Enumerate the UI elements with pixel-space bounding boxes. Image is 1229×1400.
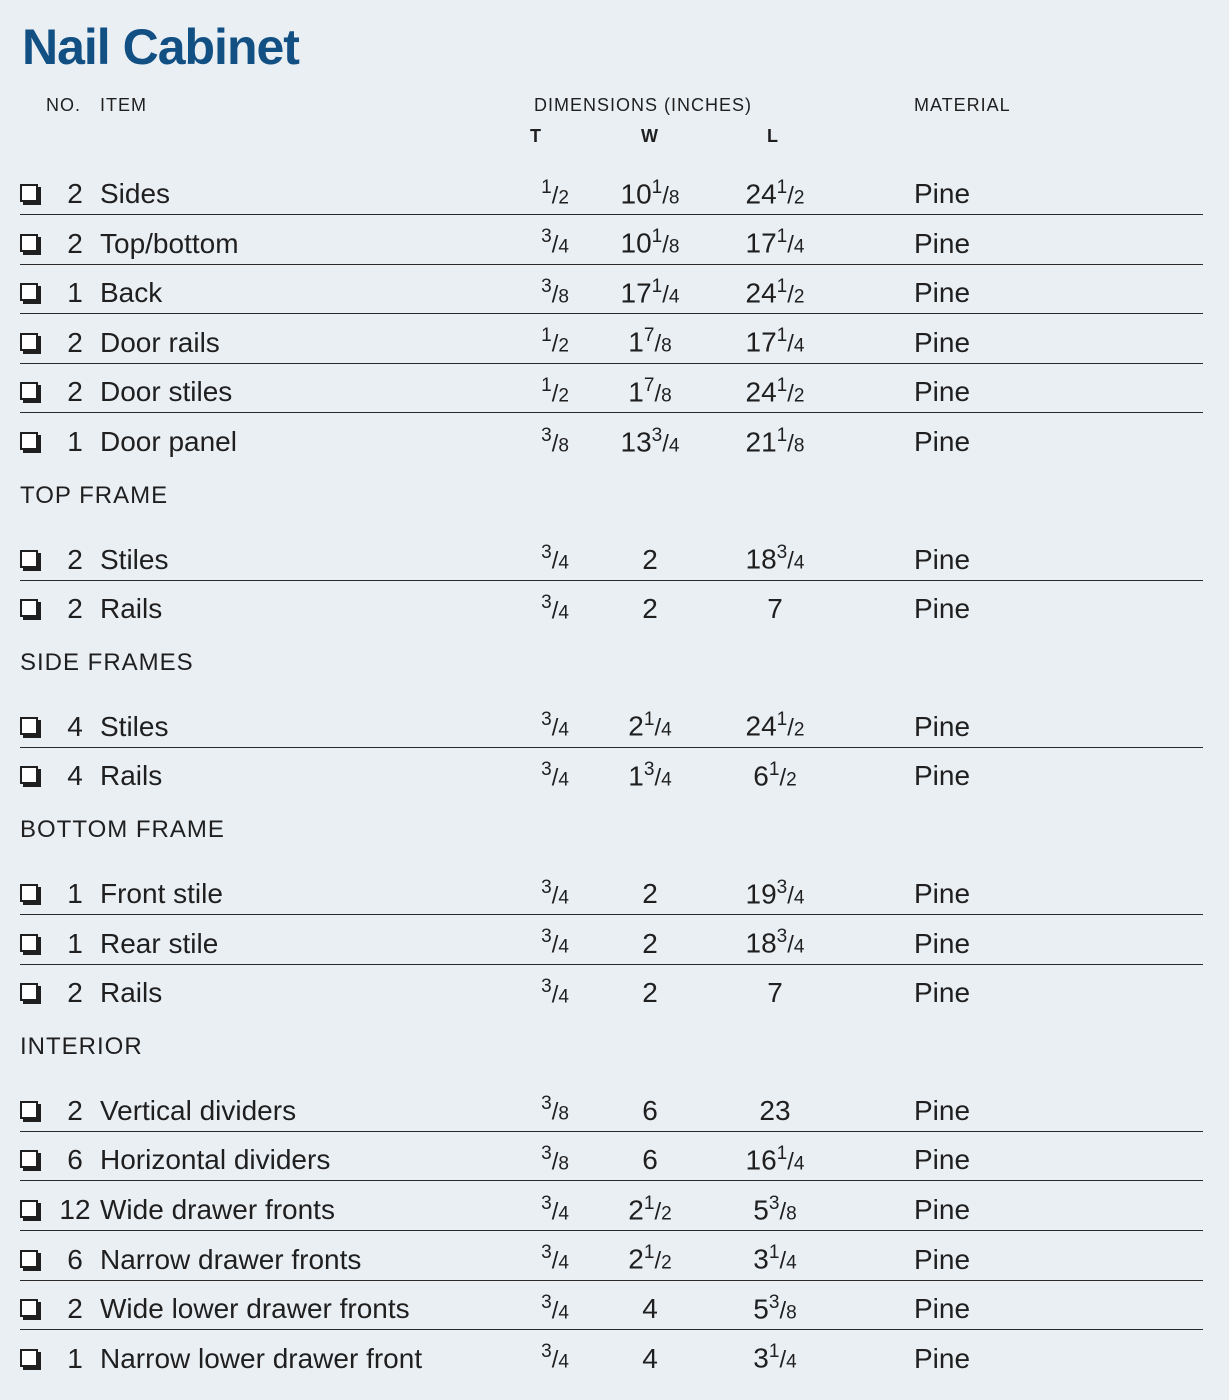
width-cell: $1^3/4$ bbox=[628, 758, 672, 792]
width-cell: 2 bbox=[642, 543, 658, 575]
length-cell: 23 bbox=[759, 1094, 791, 1126]
table-row bbox=[20, 697, 1203, 748]
item-cell: Door rails bbox=[100, 326, 220, 358]
width-cell: 2 bbox=[642, 977, 658, 1009]
material-cell: Pine bbox=[914, 1243, 971, 1275]
item-cell: Rails bbox=[100, 760, 163, 792]
width-cell: $13^3/4$ bbox=[620, 424, 680, 457]
thickness-cell: $^3$/4 bbox=[541, 926, 569, 959]
length-cell: $16^1/4$ bbox=[745, 1142, 805, 1176]
checkbox[interactable] bbox=[20, 766, 38, 784]
item-cell: Rails bbox=[100, 593, 163, 625]
thickness-cell: $^3$/4 bbox=[541, 1192, 569, 1225]
table-row bbox=[20, 579, 1203, 629]
header-no: NO. bbox=[46, 95, 82, 115]
material-cell: Pine bbox=[914, 1144, 971, 1176]
table-row bbox=[20, 412, 1203, 462]
quantity-cell: 1 bbox=[67, 426, 83, 457]
material-cell: Pine bbox=[914, 326, 971, 358]
quantity-cell: 2 bbox=[67, 326, 83, 358]
quantity-cell: 1 bbox=[67, 1342, 83, 1374]
header-item: ITEM bbox=[100, 95, 147, 115]
checkbox[interactable] bbox=[20, 884, 38, 902]
header-dimensions: DIMENSIONS (INCHES) bbox=[534, 95, 753, 115]
width-cell: 6 bbox=[642, 1094, 658, 1126]
header-thickness: T bbox=[530, 126, 542, 146]
thickness-cell: $^1$/2 bbox=[541, 374, 569, 408]
width-cell: $2^1/4$ bbox=[628, 709, 672, 742]
length-cell: $17^1/4$ bbox=[745, 226, 805, 259]
material-cell: Pine bbox=[914, 1342, 971, 1374]
checkbox[interactable] bbox=[20, 382, 38, 400]
item-cell: Wide drawer fronts bbox=[100, 1194, 335, 1225]
quantity-cell: 2 bbox=[67, 977, 83, 1009]
quantity-cell: 6 bbox=[67, 1243, 83, 1275]
checkbox[interactable] bbox=[20, 934, 38, 952]
width-cell: 2 bbox=[642, 927, 658, 959]
table-row bbox=[20, 914, 1203, 965]
thickness-cell: $^3$/4 bbox=[541, 1242, 569, 1275]
width-cell: $10^1/8$ bbox=[620, 176, 680, 209]
table-row bbox=[20, 362, 1203, 413]
table-row bbox=[20, 530, 1203, 581]
checkbox[interactable] bbox=[20, 717, 38, 735]
item-cell: Rails bbox=[100, 977, 163, 1009]
material-cell: Pine bbox=[914, 927, 971, 959]
item-cell: Wide lower drawer fronts bbox=[100, 1293, 410, 1325]
table-row bbox=[20, 1329, 1203, 1379]
header-length: L bbox=[767, 126, 779, 146]
quantity-cell: 2 bbox=[67, 376, 83, 408]
thickness-cell: $^3$/8 bbox=[541, 275, 569, 309]
checkbox[interactable] bbox=[20, 234, 38, 252]
quantity-cell: 6 bbox=[67, 1144, 83, 1176]
material-cell: Pine bbox=[914, 227, 971, 259]
material-cell: Pine bbox=[914, 277, 971, 309]
thickness-cell: $^1$/2 bbox=[541, 325, 569, 358]
thickness-cell: $^3$/4 bbox=[541, 542, 569, 575]
thickness-cell: $^3$/8 bbox=[541, 1142, 569, 1176]
checkbox[interactable] bbox=[20, 184, 38, 202]
quantity-cell: 4 bbox=[67, 760, 83, 792]
item-cell: Rear stile bbox=[100, 927, 219, 959]
thickness-cell: $^3$/4 bbox=[541, 876, 569, 909]
length-cell: $5^3/8$ bbox=[753, 1291, 797, 1325]
item-cell: Narrow lower drawer front bbox=[100, 1342, 423, 1374]
length-cell: $5^3/8$ bbox=[753, 1192, 797, 1225]
quantity-cell: 1 bbox=[67, 927, 83, 959]
quantity-cell: 12 bbox=[59, 1194, 91, 1225]
table-row bbox=[20, 746, 1203, 796]
material-cell: Pine bbox=[914, 760, 971, 792]
table-row bbox=[20, 313, 1203, 364]
table-row bbox=[20, 1130, 1203, 1181]
material-cell: Pine bbox=[914, 1194, 971, 1225]
item-cell: Horizontal dividers bbox=[100, 1144, 331, 1176]
length-cell: $6^1/2$ bbox=[753, 758, 797, 792]
quantity-cell: 4 bbox=[67, 710, 83, 742]
checkbox[interactable] bbox=[20, 599, 38, 617]
thickness-cell: $^1$/2 bbox=[541, 176, 569, 209]
table-row bbox=[20, 864, 1203, 915]
checkbox[interactable] bbox=[20, 432, 38, 450]
width-cell: 6 bbox=[642, 1144, 658, 1176]
table-row bbox=[20, 1081, 1203, 1132]
thickness-cell: $^3$/4 bbox=[541, 591, 569, 625]
length-cell: $24^1/2$ bbox=[745, 176, 805, 209]
page-title: Nail Cabinet bbox=[22, 19, 299, 75]
quantity-cell: 2 bbox=[67, 1293, 83, 1325]
quantity-cell: 1 bbox=[67, 878, 83, 909]
material-cell: Pine bbox=[914, 977, 971, 1009]
table-row bbox=[20, 1180, 1203, 1231]
length-cell: $17^1/4$ bbox=[745, 325, 805, 358]
section-label: BOTTOM FRAME bbox=[20, 816, 225, 843]
width-cell: $17^1/4$ bbox=[620, 275, 680, 309]
length-cell: $24^1/2$ bbox=[745, 374, 805, 408]
material-cell: Pine bbox=[914, 593, 971, 625]
material-cell: Pine bbox=[914, 1293, 971, 1325]
section-label: TOP FRAME bbox=[20, 481, 169, 509]
checkbox[interactable] bbox=[20, 1250, 38, 1268]
length-cell: $24^1/2$ bbox=[745, 709, 805, 742]
material-cell: Pine bbox=[914, 710, 971, 742]
length-cell: $18^3/4$ bbox=[745, 926, 805, 959]
table-row bbox=[20, 164, 1203, 215]
item-cell: Door stiles bbox=[100, 376, 233, 408]
length-cell: 7 bbox=[767, 593, 783, 625]
quantity-cell: 2 bbox=[67, 227, 83, 259]
quantity-cell: 2 bbox=[67, 543, 83, 575]
section-label: INTERIOR bbox=[20, 1032, 143, 1060]
item-cell: Stiles bbox=[100, 543, 169, 575]
item-cell: Narrow drawer fronts bbox=[100, 1243, 362, 1275]
header-width: W bbox=[641, 126, 659, 146]
material-cell: Pine bbox=[914, 543, 971, 575]
thickness-cell: $^3$/4 bbox=[541, 1341, 569, 1374]
item-cell: Sides bbox=[100, 178, 171, 209]
thickness-cell: $^3$/4 bbox=[541, 758, 569, 792]
width-cell: $10^1/8$ bbox=[620, 226, 680, 259]
material-cell: Pine bbox=[914, 426, 971, 457]
checkbox[interactable] bbox=[20, 1101, 38, 1119]
checkbox[interactable] bbox=[20, 283, 38, 301]
width-cell: $1^7/8$ bbox=[628, 374, 672, 408]
length-cell: $18^3/4$ bbox=[745, 542, 805, 575]
thickness-cell: $^3$/4 bbox=[541, 226, 569, 259]
checkbox[interactable] bbox=[20, 1349, 38, 1367]
item-cell: Vertical dividers bbox=[100, 1094, 297, 1126]
quantity-cell: 2 bbox=[67, 593, 83, 625]
item-cell: Front stile bbox=[100, 878, 223, 909]
material-cell: Pine bbox=[914, 178, 971, 209]
table-row bbox=[20, 263, 1203, 314]
width-cell: $1^7/8$ bbox=[628, 325, 672, 358]
thickness-cell: $^3$/8 bbox=[541, 1093, 569, 1126]
checkbox[interactable] bbox=[20, 333, 38, 351]
length-cell: 7 bbox=[767, 977, 783, 1009]
length-cell: $21^1/8$ bbox=[745, 424, 805, 457]
material-cell: Pine bbox=[914, 878, 971, 909]
thickness-cell: $^3$/4 bbox=[541, 1291, 569, 1325]
thickness-cell: $^3$/8 bbox=[541, 424, 569, 457]
width-cell: 2 bbox=[642, 593, 658, 625]
thickness-cell: $^3$/4 bbox=[541, 709, 569, 742]
section-label: SIDE FRAMES bbox=[20, 648, 194, 676]
width-cell: 2 bbox=[642, 878, 658, 909]
checkbox[interactable] bbox=[20, 1299, 38, 1317]
checkbox[interactable] bbox=[20, 983, 38, 1001]
quantity-cell: 2 bbox=[67, 1094, 83, 1126]
checkbox[interactable] bbox=[20, 1200, 38, 1218]
table-row bbox=[20, 963, 1203, 1013]
item-cell: Top/bottom bbox=[100, 227, 239, 259]
thickness-cell: $^3$/4 bbox=[541, 975, 569, 1009]
material-cell: Pine bbox=[914, 1094, 971, 1126]
width-cell: 4 bbox=[642, 1342, 658, 1374]
quantity-cell: 1 bbox=[67, 277, 83, 309]
width-cell: $2^1/2$ bbox=[628, 1192, 672, 1225]
width-cell: $2^1/2$ bbox=[628, 1242, 672, 1275]
length-cell: $24^1/2$ bbox=[745, 275, 805, 309]
checkbox[interactable] bbox=[20, 1150, 38, 1168]
item-cell: Door panel bbox=[100, 426, 237, 457]
quantity-cell: 2 bbox=[67, 178, 83, 209]
header-material: MATERIAL bbox=[914, 95, 1011, 115]
checkbox[interactable] bbox=[20, 550, 38, 568]
table-row bbox=[20, 1279, 1203, 1330]
item-cell: Stiles bbox=[100, 710, 169, 742]
length-cell: $3^1/4$ bbox=[753, 1242, 797, 1275]
width-cell: 4 bbox=[642, 1293, 658, 1325]
table-row bbox=[20, 1230, 1203, 1281]
material-cell: Pine bbox=[914, 376, 971, 408]
table-row bbox=[20, 214, 1203, 265]
item-cell: Back bbox=[100, 277, 163, 309]
length-cell: $3^1/4$ bbox=[753, 1341, 797, 1374]
length-cell: $19^3/4$ bbox=[745, 876, 805, 909]
